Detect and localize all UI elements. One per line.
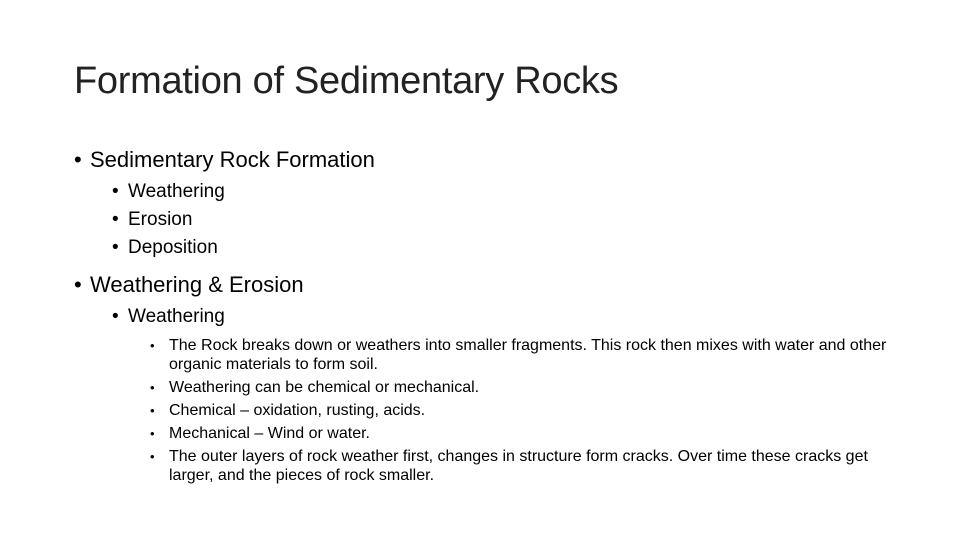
bullet-icon: • bbox=[150, 403, 155, 418]
list-item-label: Weathering bbox=[128, 306, 225, 327]
list-item bbox=[112, 303, 904, 485]
section-heading: Weathering & Erosion bbox=[90, 272, 304, 297]
section-heading: Sedimentary Rock Formation bbox=[90, 147, 375, 172]
detail-text: Weathering can be chemical or mechanical. bbox=[169, 379, 480, 396]
section-weathering-and-erosion bbox=[74, 271, 904, 485]
detail-text: Chemical – oxidation, rusting, acids. bbox=[169, 402, 426, 419]
detail-text: The Rock breaks down or weathers into smaller fragments. This rock then mixes with water and other organic materials to form soil. bbox=[169, 337, 887, 373]
detail-item bbox=[150, 401, 904, 420]
list-item bbox=[112, 178, 904, 206]
list-item-label: Erosion bbox=[128, 209, 193, 230]
bullet-icon: • bbox=[112, 209, 119, 230]
bullet-icon: • bbox=[112, 237, 119, 258]
list-item-label: Weathering bbox=[128, 181, 225, 202]
section-sedimentary-rock-formation bbox=[74, 146, 904, 262]
detail-item bbox=[150, 378, 904, 397]
bullet-icon: • bbox=[74, 272, 82, 297]
bullet-icon: • bbox=[150, 449, 155, 464]
bullet-icon: • bbox=[112, 181, 119, 202]
bullet-icon: • bbox=[150, 380, 155, 395]
slide-title: Formation of Sedimentary Rocks bbox=[74, 60, 619, 102]
list-item bbox=[112, 206, 904, 234]
bullet-icon: • bbox=[112, 306, 119, 327]
detail-text: Mechanical – Wind or water. bbox=[169, 425, 370, 442]
sub-list bbox=[112, 303, 904, 485]
detail-item bbox=[150, 424, 904, 443]
bullet-icon: • bbox=[150, 426, 155, 441]
bullet-icon: • bbox=[150, 338, 155, 353]
detail-item bbox=[150, 336, 904, 374]
detail-list bbox=[150, 336, 904, 485]
slide-body bbox=[74, 146, 904, 489]
bullet-list bbox=[74, 146, 904, 485]
list-item bbox=[112, 234, 904, 262]
list-item-label: Deposition bbox=[128, 237, 218, 258]
detail-text: The outer layers of rock weather first, changes in structure form cracks. Over time these cracks get larger, and the pieces of rock smaller. bbox=[169, 448, 868, 484]
bullet-icon: • bbox=[74, 147, 82, 172]
detail-item bbox=[150, 447, 904, 485]
sub-list bbox=[112, 178, 904, 262]
